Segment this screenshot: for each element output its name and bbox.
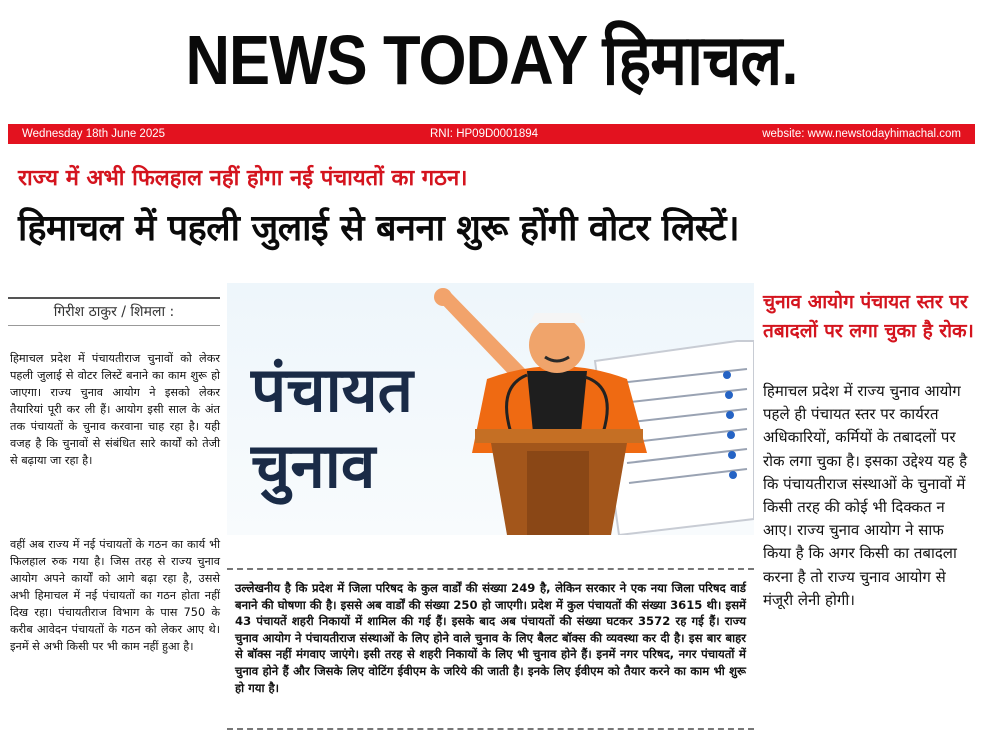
boxed-note: उल्लेखनीय है कि प्रदेश में जिला परिषद के कुल वार्डों की संख्या 249 है, लेकिन सरकार ने एक नया जिला परिषद वार्ड बनाने की घोषणा की है। इससे अब वार्डों की संख्या 250 हो जाएगी। प्रदेश में कुल पंचायतों की संख्या 3615 थी। इसमें 43 पंचायतें शहरी निकायों में शामिल की गई हैं। इसके बाद अब पंचायतों की संख्या घटकर 3572 रह गई हैं। राज्य चुनाव आयोग ने पंचायतीराज संस्थाओं के लिए होने वाले चुनाव के लिए बैलट बॉक्स की व्यवस्था कर दी है। इस बार बाहर से बॉक्स नहीं मंगवाए जाएंगे। इसी तरह से शहरी निकायों के लिए भी चुनाव होने हैं। इनमें नगर परिषद, नगर पंचायतों में चुनाव होने हैं और जिसके लिए वोटिंग ईवीएम के जरिये की जाती है। इनके लिए ईवीएम को तैयार करने का काम भी शुरू हो गया है। (227, 568, 754, 730)
left-paragraph-2: वहीं अब राज्य में नई पंचायतों के गठन का कार्य भी फिलहाल रुक गया है। जिस तरह से राज्य चुनाव आयोग अपने कार्यों को आगे बढ़ा रहा है, उससे अभी हिमाचल में नई पंचायतों का गठन होता नहीं दिख रहा। पंचायतीराज विभाग के पास 750 के करीब आवेदन पंचायतों के गठन को लेकर आए थे। इनमें से अभी किसी पर भी काम नहीं हुआ है। (10, 538, 220, 653)
right-subhead: चुनाव आयोग पंचायत स्तर पर तबादलों पर लगा चुका है रोक। (763, 291, 974, 342)
website-link[interactable]: website: www.newstodayhimachal.com (762, 128, 961, 140)
left-paragraph-1: हिमाचल प्रदेश में पंचायतीराज चुनावों को लेकर पहली जुलाई से वोटर लिस्टें बनाने का काम शुरू हो जाएगा। राज्य चुनाव आयोग ने इसको लेकर तैयारियां पूरी कर ली हैं। आयोग इसी साल के अंत तक पंचायतों के चुनाव करवाना चाह रहा है। यही वजह है कि चुनावों से संबंधित सारे कार्यों को तेजी से बढ़ाया जा रहा है। (10, 352, 220, 467)
byline: गिरीश ठाकुर / शिमला : (8, 297, 220, 326)
right-column-text: हिमाचल प्रदेश में राज्य चुनाव आयोग पहले ही पंचायत स्तर पर कार्यरत अधिकारियों, कर्मियों के तबादलों पर रोक लगा चुका है। इसका उद्देश्य यह है कि पंचायतीराज संस्थाओं के चुनावों में किसी तरह की कोई भी दिक्कत न आए। राज्य चुनाव आयोग ने साफ किया है कि अगर किसी का तबादला करना है तो राज्य चुनाव आयोग से मंजूरी लेनी होगी। (763, 382, 968, 609)
photo-word-chunav: चुनाव (251, 429, 376, 502)
article-headline: हिमाचल में पहली जुलाई से बनना शुरू होंगी वोटर लिस्टें। (18, 208, 740, 249)
info-bar (8, 124, 975, 144)
edition-date: Wednesday 18th June 2025 (22, 128, 166, 140)
photo-word-panchayat: पंचायत (251, 353, 413, 426)
rni-number: RNI: HP09D0001894 (430, 128, 539, 140)
article-photo (227, 283, 754, 535)
article-kicker: राज्य में अभी फिलहाल नहीं होगा नई पंचायतों का गठन। (18, 166, 468, 191)
masthead-title: NEWS TODAY हिमाचल. (185, 21, 798, 99)
